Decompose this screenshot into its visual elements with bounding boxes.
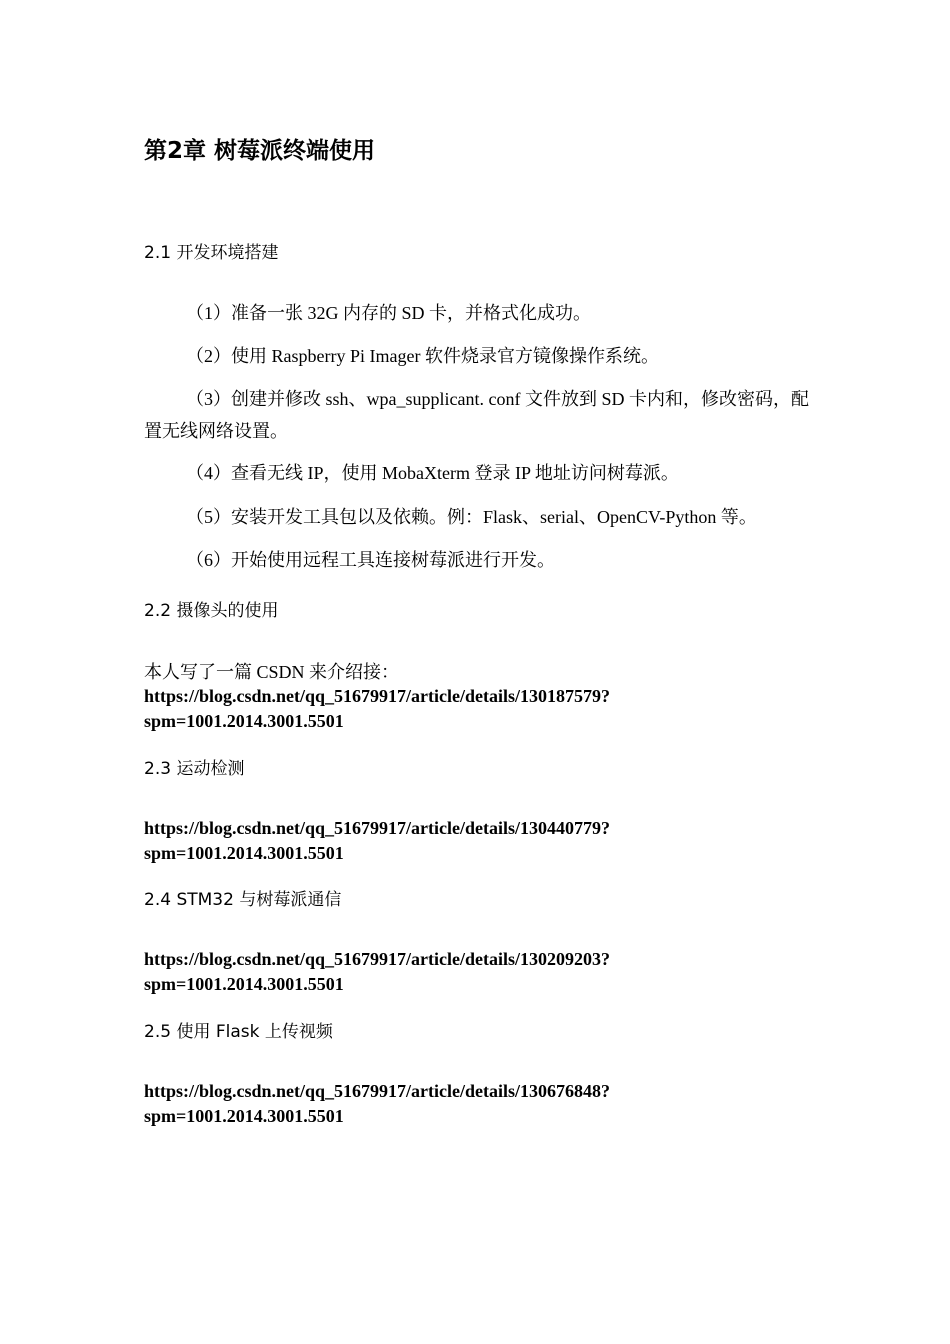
link-line-2[interactable]: spm=1001.2014.3001.5501 xyxy=(144,711,344,731)
link-line-1[interactable]: https://blog.csdn.net/qq_51679917/article/details/130676848? xyxy=(144,1081,611,1101)
step-4: （4）查看无线 IP，使用 MobaXterm 登录 IP 地址访问树莓派。 xyxy=(186,463,679,483)
link-line-2[interactable]: spm=1001.2014.3001.5501 xyxy=(144,974,344,994)
link-line-1[interactable]: https://blog.csdn.net/qq_51679917/article/details/130440779? xyxy=(144,818,611,838)
step-2: （2）使用 Raspberry Pi Imager 软件烧录官方镜像操作系统。 xyxy=(186,346,659,366)
section-heading-2-4: 2.4 STM32 与树莓派通信 xyxy=(144,890,342,910)
step-5: （5）安装开发工具包以及依赖。例：Flask、serial、OpenCV-Python 等。 xyxy=(186,507,757,527)
article-link-camera[interactable] xyxy=(144,684,664,734)
section-heading-2-2: 2.2 摄像头的使用 xyxy=(144,601,279,621)
link-line-2[interactable]: spm=1001.2014.3001.5501 xyxy=(144,1106,344,1126)
section-heading-2-3: 2.3 运动检测 xyxy=(144,759,245,779)
link-line-2[interactable]: spm=1001.2014.3001.5501 xyxy=(144,843,344,863)
step-3: （3）创建并修改 ssh、wpa_supplicant. conf 文件放到 SD 卡内和，修改密码，配置无线网络设置。 xyxy=(144,389,809,441)
step-1: （1）准备一张 32G 内存的 SD 卡，并格式化成功。 xyxy=(186,303,592,323)
chapter-title: 第2章 树莓派终端使用 xyxy=(144,138,376,164)
article-link-flask[interactable] xyxy=(144,1079,664,1129)
intro-text: 本人写了一篇 CSDN 来介绍接： xyxy=(144,662,400,682)
step-6: （6）开始使用远程工具连接树莓派进行开发。 xyxy=(186,550,555,570)
link-line-1[interactable]: https://blog.csdn.net/qq_51679917/article/details/130187579? xyxy=(144,686,611,706)
article-link-stm32[interactable] xyxy=(144,947,664,997)
section-heading-2-5: 2.5 使用 Flask 上传视频 xyxy=(144,1022,333,1042)
link-line-1[interactable]: https://blog.csdn.net/qq_51679917/article/details/130209203? xyxy=(144,949,611,969)
section-heading-2-1: 2.1 开发环境搭建 xyxy=(144,243,279,263)
article-link-motion[interactable] xyxy=(144,816,664,866)
